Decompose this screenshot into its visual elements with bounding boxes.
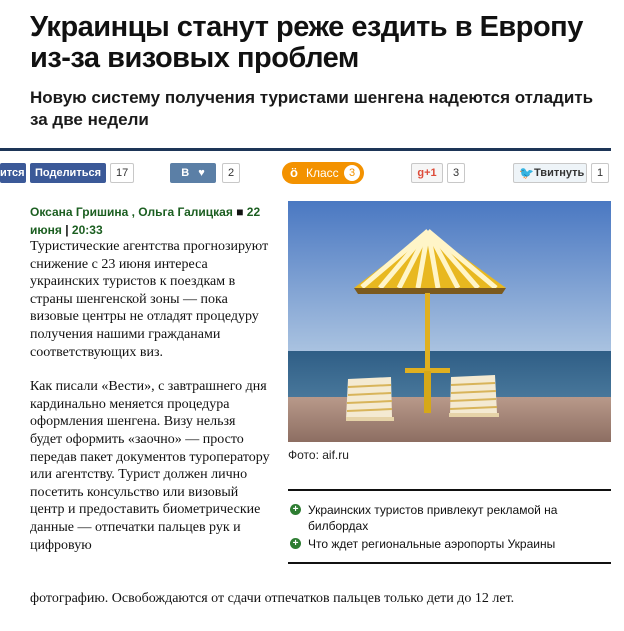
related-link-text[interactable]: Украинских туристов привлекут рекламой на билбордах <box>308 503 558 533</box>
related-top-divider <box>288 489 611 491</box>
odnoklassniki-count: 3 <box>344 165 360 181</box>
facebook-share-button[interactable] <box>30 163 106 183</box>
article-paragraph: Туристические агентства прогнозируют снижение с 23 июня интереса украинских туристов к поездкам в страны шенгенской зоны — пока визовые центры не отладят процедуру получения нашими гражданами соответствующих виз. <box>30 239 269 360</box>
odnoklassniki-icon: ö <box>290 165 298 180</box>
plus-circle-icon: + <box>290 538 301 549</box>
byline-separator: ■ <box>236 205 247 219</box>
google-plus-label: g+1 <box>417 167 437 179</box>
twitter-tweet-button[interactable] <box>513 163 587 183</box>
beach-umbrella-photo <box>288 201 611 442</box>
publish-time: 20:33 <box>71 223 103 237</box>
article-headline: Украинцы станут реже ездить в Европу из-за визовых проблем <box>30 11 583 74</box>
related-link[interactable] <box>290 536 611 552</box>
article-paragraph-continuation: фотографию. Освобождаются от сдачи отпечатков пальцев только дети до 12 лет. <box>30 591 515 606</box>
article-body <box>30 238 270 571</box>
facebook-share-label: Поделиться <box>34 167 102 179</box>
article-subtitle: Новую систему получения туристами шенгена надеются отладить за две недели <box>30 88 594 129</box>
author-names[interactable]: Оксана Гришина , Ольга Галицкая <box>30 205 233 219</box>
article-photo <box>288 201 611 442</box>
vk-share-button[interactable] <box>170 163 216 183</box>
vk-share-count: 2 <box>222 163 240 183</box>
odnoklassniki-label: Класс <box>306 166 339 180</box>
related-link[interactable] <box>290 502 611 534</box>
twitter-label: Твитнуть <box>534 167 585 179</box>
facebook-like-label: ится <box>0 167 25 179</box>
share-bar <box>0 160 624 186</box>
related-links <box>290 502 611 554</box>
google-plus-button[interactable] <box>411 163 443 183</box>
publish-date: 22 июня <box>30 205 261 237</box>
article-paragraph: Как писали «Вести», с завтрашнего дня кардинально меняется процедура оформления шенгена. Визу нельзя будет оформить «заочно» — просто передав пакет документов туроператору или агентству. Турист должен лично посетить консульство или визовый центр и предоставить биометрические данные — отпечатки пальцев рук и цифровую <box>30 379 270 553</box>
related-link-text[interactable]: Что ждет региональные аэропорты Украины <box>308 537 556 551</box>
heart-icon: ♥ <box>198 167 205 179</box>
date-time-separator: | <box>65 223 69 237</box>
facebook-share-count: 17 <box>110 163 134 183</box>
header-divider <box>0 148 611 151</box>
byline <box>30 203 270 239</box>
twitter-count: 1 <box>591 163 609 183</box>
vk-label: В <box>181 167 190 179</box>
google-plus-count: 3 <box>447 163 465 183</box>
related-bottom-divider <box>288 562 611 564</box>
photo-caption: Фото: aif.ru <box>288 448 349 462</box>
odnoklassniki-share-button[interactable] <box>282 162 364 184</box>
twitter-bird-icon: 🐦 <box>519 166 534 180</box>
facebook-like-button[interactable] <box>0 163 26 183</box>
plus-circle-icon: + <box>290 504 301 515</box>
